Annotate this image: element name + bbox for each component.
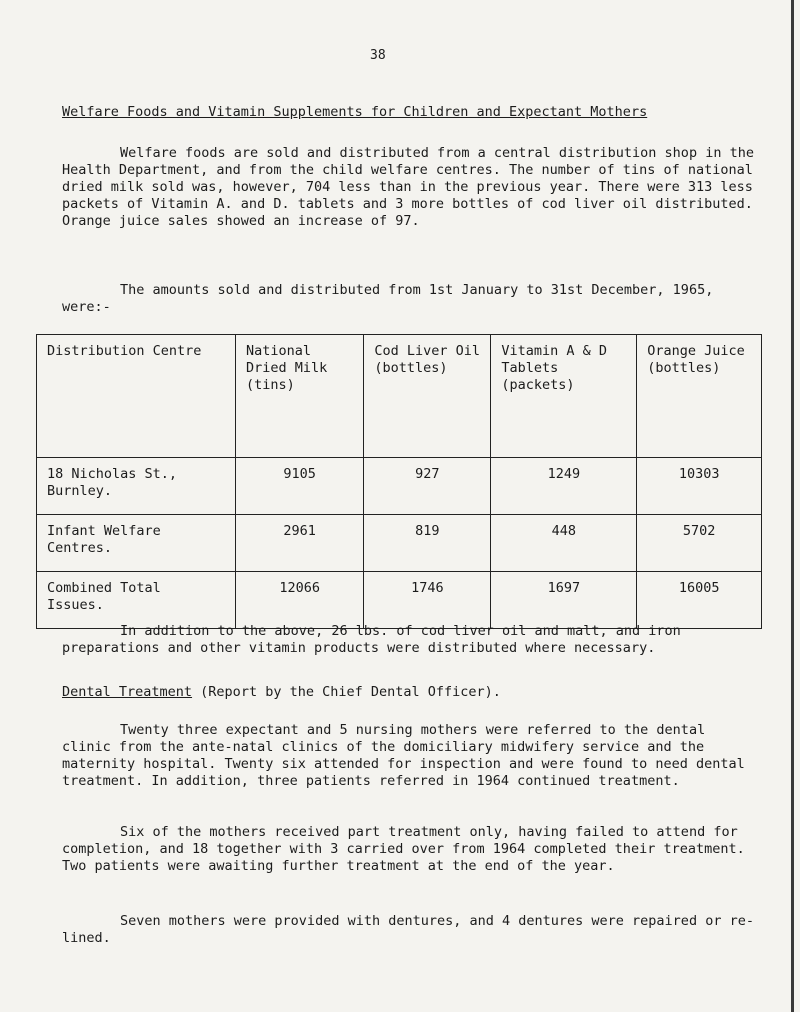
column-header: Vitamin A & D Tablets (packets) [491,335,637,458]
table-cell: 12066 [236,572,364,629]
table-cell: 927 [364,458,491,515]
table-cell: 448 [491,515,637,572]
dentures-paragraph: Seven mothers were provided with dentures, and 4 dentures were repaired or re-lined. [62,913,754,946]
table-cell: 10303 [637,458,762,515]
table-row [37,515,762,572]
section-heading: Welfare Foods and Vitamin Supplements for Children and Expectant Mothers [62,104,648,120]
table-row [37,458,762,515]
table-cell: Combined Total Issues. [37,572,236,629]
table-cell: 1697 [491,572,637,629]
table-header-row [37,335,762,458]
table-cell: 1746 [364,572,491,629]
table-cell: 18 Nicholas St., Burnley. [37,458,236,515]
table-cell: Infant Welfare Centres. [37,515,236,572]
dental-heading-suffix: (Report by the Chief Dental Officer). [192,684,501,700]
table-cell: 1249 [491,458,637,515]
column-header: National Dried Milk (tins) [236,335,364,458]
table-cell: 16005 [637,572,762,629]
dental-heading-line [62,684,762,701]
distribution-table [36,334,762,629]
table-cell: 819 [364,515,491,572]
dental-treatment-paragraph: Six of the mothers received part treatment only, having failed to attend for completion, and 18 together with 3 carried over from 1964 completed their treatment. Two patients were awaiting further treatment at the end of the year. [62,824,745,874]
column-header: Cod Liver Oil (bottles) [364,335,491,458]
column-header: Orange Juice (bottles) [637,335,762,458]
page-number: 38 [370,48,386,63]
table-cell: 5702 [637,515,762,572]
margin-line [791,0,794,1012]
intro-paragraph: Welfare foods are sold and distributed from a central distribution shop in the Health Department, and from the child welfare centres. The number of tins of national dried milk sold was, however, 704 less than in the previous year. There were 313 less packets of Vitamin A. and D. tablets and 3 more bottles of cod liver oil distributed. Orange juice sales showed an increase of 97. [62,145,754,229]
column-header: Distribution Centre [37,335,236,458]
table-row [37,572,762,629]
table-cell: 2961 [236,515,364,572]
table-cell: 9105 [236,458,364,515]
amounts-paragraph: The amounts sold and distributed from 1st January to 31st December, 1965, were:- [62,282,714,315]
dental-heading: Dental Treatment [62,684,193,700]
addition-paragraph: In addition to the above, 26 lbs. of cod liver oil and malt, and iron preparations and other vitamin products were distributed where necessary. [62,623,681,656]
dental-referral-paragraph: Twenty three expectant and 5 nursing mothers were referred to the dental clinic from the ante-natal clinics of the domiciliary midwifery service and the maternity hospital. Twenty six attended for inspection and were found to need dental treatment. In addition, three patients referred in 1964 continued treatment. [62,722,745,789]
